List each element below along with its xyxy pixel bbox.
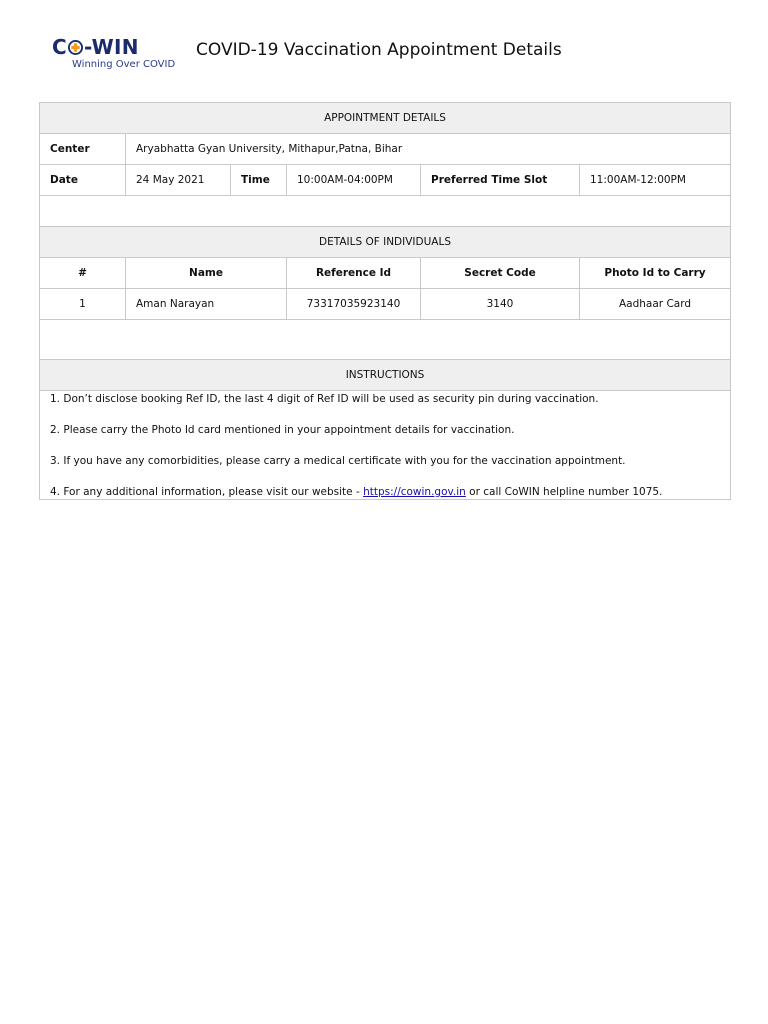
date-time-row <box>40 165 731 196</box>
column-header-secret-code: Secret Code <box>421 258 580 289</box>
instruction-item-2: 2. Please carry the Photo Id card mentioned in your appointment details for vaccination. <box>50 424 515 436</box>
center-value: Aryabhatta Gyan University, Mithapur,Patna, Bihar <box>126 134 731 165</box>
individuals-header-row <box>40 227 731 258</box>
instruction-item-4 <box>50 484 720 499</box>
individuals-column-headers <box>40 258 731 289</box>
time-label: Time <box>231 165 287 196</box>
row-number: 1 <box>40 289 126 320</box>
preferred-slot-label: Preferred Time Slot <box>421 165 580 196</box>
preferred-slot-value: 11:00AM-12:00PM <box>580 165 731 196</box>
column-header-number: # <box>40 258 126 289</box>
instruction-item-1: 1. Don’t disclose booking Ref ID, the last 4 digit of Ref ID will be used as security pin during vaccination. <box>50 393 599 405</box>
row-name: Aman Narayan <box>126 289 287 320</box>
date-value: 24 May 2021 <box>126 165 231 196</box>
column-header-reference-id: Reference Id <box>287 258 421 289</box>
row-reference-id: 73317035923140 <box>287 289 421 320</box>
row-photo-id: Aadhaar Card <box>580 289 731 320</box>
time-value: 10:00AM-04:00PM <box>287 165 421 196</box>
logo-tagline: Winning Over COVID <box>72 59 176 70</box>
center-row <box>40 134 731 165</box>
date-label: Date <box>40 165 126 196</box>
spacer-row <box>40 320 731 360</box>
logo-word-suffix: -WIN <box>83 35 139 59</box>
row-secret-code: 3140 <box>421 289 580 320</box>
appointment-details-heading: APPOINTMENT DETAILS <box>40 103 731 134</box>
page-title: COVID-19 Vaccination Appointment Details <box>196 40 562 60</box>
instruction-item-4-suffix: or call CoWIN helpline number 1075. <box>465 486 663 498</box>
table-row <box>40 289 731 320</box>
instruction-item-4-prefix: 4. For any additional information, please visit our website - <box>50 486 364 498</box>
column-header-name: Name <box>126 258 287 289</box>
column-header-photo-id: Photo Id to Carry <box>580 258 731 289</box>
cowin-logo <box>52 34 182 74</box>
instructions-heading: INSTRUCTIONS <box>40 360 731 391</box>
appointment-details-header-row <box>40 103 731 134</box>
spacer-row <box>40 196 731 227</box>
instructions-cell <box>40 391 731 500</box>
instructions-header-row <box>40 360 731 391</box>
instructions-row <box>40 391 731 500</box>
instruction-item-3: 3. If you have any comorbidities, please carry a medical certificate with you for the vaccination appointment. <box>50 455 626 467</box>
spacer-cell <box>40 196 731 227</box>
cowin-website-link[interactable]: https://cowin.gov.in <box>363 486 466 498</box>
logo-word-prefix: C <box>52 35 67 59</box>
center-label: Center <box>40 134 126 165</box>
syringe-shield-icon <box>68 40 83 55</box>
logo-wordmark <box>52 34 139 60</box>
spacer-cell <box>40 320 731 360</box>
individuals-heading: DETAILS OF INDIVIDUALS <box>40 227 731 258</box>
appointment-table <box>39 102 731 500</box>
